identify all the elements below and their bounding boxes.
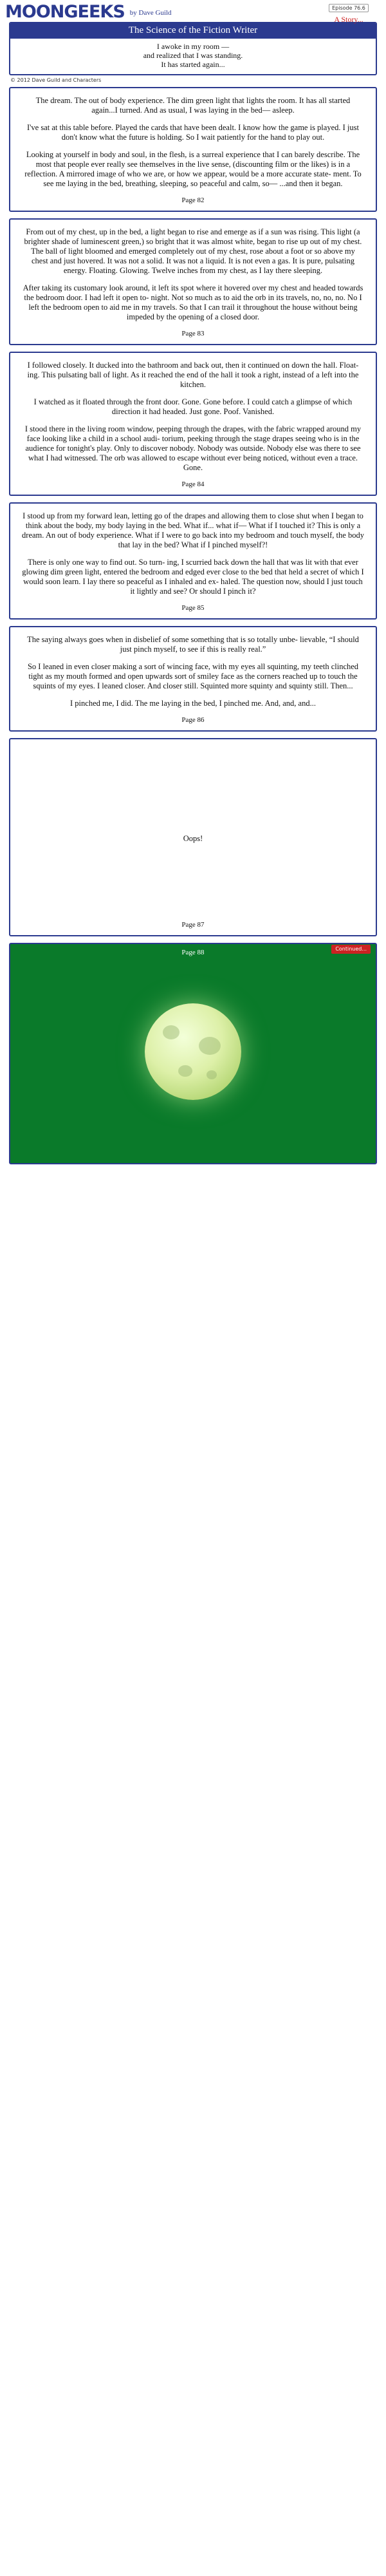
story-panel-87: [9, 738, 377, 936]
moon-crater: [163, 1025, 179, 1039]
title-heading: The Science of the Fiction Writer: [10, 23, 376, 39]
moon-panel: [9, 943, 377, 1164]
site-logo[interactable]: [5, 3, 125, 22]
page-label: Page 82: [181, 196, 205, 204]
byline: by Dave Guild: [129, 9, 172, 17]
moon-crater: [199, 1037, 221, 1055]
title-line-2: and realized that I was standing.: [143, 51, 243, 60]
paragraph: After taking its customary look around, it left its spot where it hovered over my chest and headed towards the bedroom door. I had left it open to- night. Not so much as to aid the orb in its travels, no, no, no. No I left the bedroom open to aid me in my travels. So that I can trail it throughout the house without being impeded by the opening of a closed door.: [23, 283, 363, 321]
story-panel-86: [9, 626, 377, 732]
episode-box: [318, 1, 380, 24]
bottom-spacer: [0, 1168, 386, 1172]
paragraph: Looking at yourself in body and soul, in the flesh, is a surreal experience that I can barely describe. The most that people ever really see themselves in the live sense, (discounting film or the likes) is in a reflection. A mirrored image of who we are, or how we appear, would be a more accurate state- ment. To see me laying in the bed, breathing, sleeping, so peaceful and calm, so— ...and then it began.: [24, 150, 362, 188]
title-line-1: I awoke in my room —: [156, 42, 230, 51]
page-label: Page 84: [181, 480, 205, 488]
paragraph: I stood up from my forward lean, letting go of the drapes and allowing them to close shut when I began to think about the body, my body laying in the bed. What if... what if— What if I touched it? This is only a dream. An out of body experience. What if I were to go back into my bedroom and touch myself, the body that lay in the bed? What if I pinched myself?!: [22, 511, 364, 549]
episode-badge: Episode 76.6: [329, 4, 369, 12]
page-label: Page 86: [181, 716, 205, 724]
paragraph: I pinched me, I did. The me laying in the bed, I pinched me. And, and, and...: [70, 699, 316, 708]
moon-image: [145, 1003, 241, 1100]
title-line-3: It has started again...: [161, 60, 225, 69]
page-label: Page 83: [181, 330, 205, 337]
paragraph: I stood there in the living room window, peeping through the drapes, with the fabric wrapped around my face looking like a child in a school audi- torium, peeking through the stage drapes seeing who is in the audience for tonight's play. Only to discover nobody. Nobody was outside. Nobody else was there to see what I had witnessed. The orb was allowed to escape without ever being noticed, without even a trace. Gone.: [24, 424, 362, 472]
page-label: Page 85: [181, 604, 205, 612]
title-panel: [9, 22, 377, 75]
paragraph: I followed closely. It ducked into the bathroom and back out, then it continued on down the hall. Float- ing. This pulsating ball of light. As it reached the end of the hall it took a right, instead of a left into the kitchen.: [27, 361, 359, 389]
paragraph: I watched as it floated through the front door. Gone. Gone before. I could catch a glimpse of which direction it had headed. Just gone. Poof. Vanished.: [33, 397, 353, 416]
paragraph: There is only one way to find out. So turn- ing, I scurried back down the hall that was lit with that ever glowing dim green light, entered the bedroom and edged ever close to the bed that held a secret of which I would soon learn. I lay there so peaceful as I inhaled and ex- haled. The question now, should I just touch it lightly and see? Or should I pinch it?: [22, 558, 364, 596]
page-label: Page 87: [181, 921, 205, 929]
story-panel-82: [9, 87, 377, 212]
story-panel-83: [9, 218, 377, 345]
moon-footer: [10, 944, 376, 967]
story-panel-85: [9, 502, 377, 620]
paragraph: The saying always goes when in disbelief of some something that is so totally unbe- lievable, “I should just pinch myself, to see if this is really real.”: [27, 635, 359, 654]
oops-text: Oops!: [183, 834, 203, 843]
comic-page: [0, 0, 386, 1172]
continued-button[interactable]: Continued...: [331, 945, 371, 954]
page-label: Page 88: [181, 949, 205, 956]
story-panel-84: [9, 352, 377, 496]
paragraph: So I leaned in even closer making a sort of wincing face, with my eyes all squinting, my teeth clinched tight as my mouth formed and open upwards sort of smiley face as the corners reached up to touch the squints of my eyes. I leaned closer. And closer still. Squinted more squinty and squinty still. Then...: [27, 662, 359, 690]
story-link[interactable]: A Story...: [334, 15, 363, 24]
masthead: [0, 0, 386, 22]
logo-moon-text: MOON: [5, 2, 64, 22]
paragraph: From out of my chest, up in the bed, a light began to rise and emerge as if a sun was rising. This light (a brighter shade of luminescent green,) so bright that it was almost white, began to rise up out of my chest. The ball of light bloomed and emerged completely out of my chest, rose about a foot or so above my chest and just hovered. It was not a solid. It was not a liquid. It is not even a gas. It is pure, pulsating energy. Floating. Glowing. Twelve inches from my chest, as I lay there sleeping.: [24, 227, 362, 275]
copyright-notice: © 2012 Dave Guild and Characters: [10, 77, 102, 83]
title-body: [10, 39, 376, 74]
moon-crater: [178, 1065, 192, 1077]
logo-geeks-text: GEEKS: [64, 2, 125, 22]
paragraph: I've sat at this table before. Played the cards that have been dealt. I know how the game is played. I just don't know what the future is holding. So I wait patiently for the hand to play out.: [27, 123, 359, 142]
paragraph: The dream. The out of body experience. The dim green light that lights the room. It has all started again...I turned. And as usual, I was laying in the bed— asleep.: [35, 96, 351, 115]
moon-crater: [207, 1070, 217, 1079]
